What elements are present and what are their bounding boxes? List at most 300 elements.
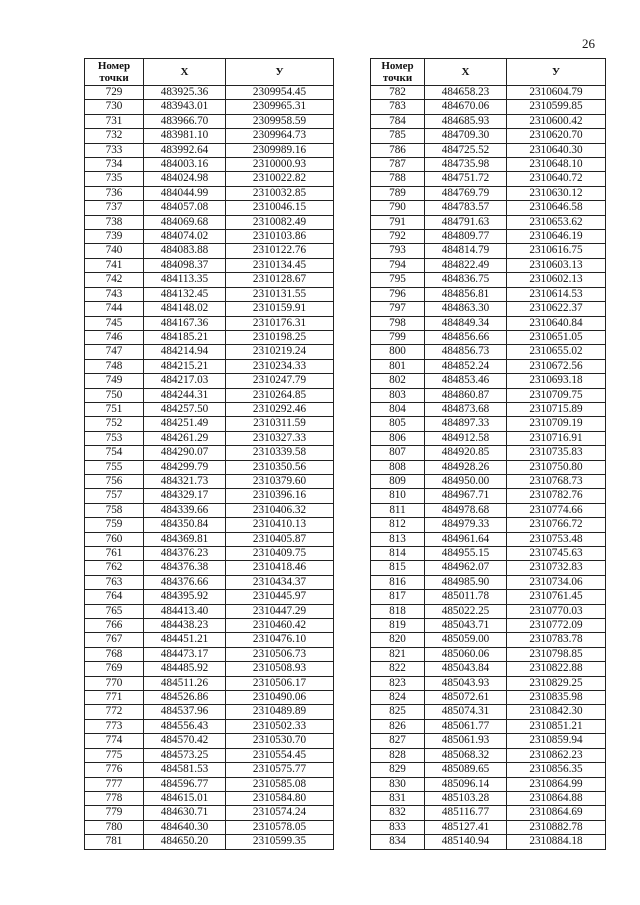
cell-x: 484376.38 (144, 561, 226, 575)
cell-y: 2310822.88 (507, 662, 606, 676)
table-row (85, 172, 334, 186)
cell-point-number: 817 (371, 590, 425, 604)
cell-y: 2310614.53 (507, 287, 606, 301)
cell-point-number: 751 (85, 402, 144, 416)
cell-x: 484658.23 (425, 86, 507, 100)
cell-y: 2310774.66 (507, 503, 606, 517)
cell-point-number: 759 (85, 518, 144, 532)
cell-x: 485022.25 (425, 604, 507, 618)
cell-y: 2310445.97 (226, 590, 334, 604)
cell-y: 2310575.77 (226, 763, 334, 777)
cell-x: 484978.68 (425, 503, 507, 517)
cell-y: 2310046.15 (226, 201, 334, 215)
cell-y: 2310709.75 (507, 388, 606, 402)
table-row (85, 316, 334, 330)
cell-point-number: 798 (371, 316, 425, 330)
cell-y: 2310584.80 (226, 791, 334, 805)
cell-y: 2310574.24 (226, 806, 334, 820)
cell-y: 2310783.78 (507, 633, 606, 647)
cell-x: 484581.53 (144, 763, 226, 777)
cell-x: 484979.33 (425, 518, 507, 532)
table-row (85, 474, 334, 488)
cell-point-number: 828 (371, 748, 425, 762)
cell-x: 483981.10 (144, 129, 226, 143)
cell-x: 485060.06 (425, 647, 507, 661)
cell-x: 484526.86 (144, 691, 226, 705)
cell-x: 484376.66 (144, 575, 226, 589)
cell-x: 484856.66 (425, 330, 507, 344)
table-row (85, 374, 334, 388)
table-row (85, 388, 334, 402)
cell-y: 2310864.88 (507, 791, 606, 805)
cell-x: 484395.92 (144, 590, 226, 604)
cell-x: 483943.01 (144, 100, 226, 114)
cell-x: 484791.63 (425, 215, 507, 229)
cell-point-number: 752 (85, 417, 144, 431)
cell-x: 484897.33 (425, 417, 507, 431)
cell-y: 2310829.25 (507, 676, 606, 690)
cell-x: 485043.93 (425, 676, 507, 690)
cell-y: 2309958.59 (226, 114, 334, 128)
cell-x: 484596.77 (144, 777, 226, 791)
table-row (85, 719, 334, 733)
cell-point-number: 738 (85, 215, 144, 229)
cell-x: 484751.72 (425, 172, 507, 186)
cell-x: 484615.01 (144, 791, 226, 805)
cell-y: 2310131.55 (226, 287, 334, 301)
cell-y: 2310234.33 (226, 359, 334, 373)
table-row (85, 460, 334, 474)
table-row (85, 244, 334, 258)
cell-point-number: 744 (85, 302, 144, 316)
cell-point-number: 799 (371, 330, 425, 344)
cell-point-number: 784 (371, 114, 425, 128)
cell-x: 484069.68 (144, 215, 226, 229)
table-row (371, 201, 606, 215)
cell-point-number: 748 (85, 359, 144, 373)
cell-point-number: 732 (85, 129, 144, 143)
cell-point-number: 785 (371, 129, 425, 143)
cell-x: 484257.50 (144, 402, 226, 416)
cell-point-number: 823 (371, 676, 425, 690)
cell-point-number: 809 (371, 474, 425, 488)
header-x: X (144, 59, 226, 86)
table-row (371, 431, 606, 445)
cell-x: 484214.94 (144, 345, 226, 359)
cell-x: 485059.00 (425, 633, 507, 647)
cell-y: 2310603.13 (507, 258, 606, 272)
cell-point-number: 786 (371, 143, 425, 157)
cell-point-number: 782 (371, 86, 425, 100)
cell-y: 2310134.45 (226, 258, 334, 272)
cell-x: 484685.93 (425, 114, 507, 128)
table-row (371, 273, 606, 287)
cell-point-number: 795 (371, 273, 425, 287)
cell-y: 2310502.33 (226, 719, 334, 733)
table-row (371, 619, 606, 633)
cell-point-number: 743 (85, 287, 144, 301)
cell-point-number: 741 (85, 258, 144, 272)
cell-y: 2310418.46 (226, 561, 334, 575)
cell-point-number: 796 (371, 287, 425, 301)
cell-x: 485089.65 (425, 763, 507, 777)
cell-point-number: 818 (371, 604, 425, 618)
cell-y: 2310128.67 (226, 273, 334, 287)
table-row (85, 734, 334, 748)
table-row (371, 345, 606, 359)
cell-point-number: 812 (371, 518, 425, 532)
cell-x: 485068.32 (425, 748, 507, 762)
cell-x: 484950.00 (425, 474, 507, 488)
cell-point-number: 821 (371, 647, 425, 661)
cell-y: 2310350.56 (226, 460, 334, 474)
cell-point-number: 781 (85, 835, 144, 849)
table-row (85, 763, 334, 777)
table-row (371, 258, 606, 272)
cell-x: 484670.06 (425, 100, 507, 114)
table-row (371, 215, 606, 229)
table-row (85, 158, 334, 172)
cell-y: 2310772.09 (507, 619, 606, 633)
table-row (85, 561, 334, 575)
cell-y: 2310622.37 (507, 302, 606, 316)
cell-y: 2310856.35 (507, 763, 606, 777)
cell-point-number: 763 (85, 575, 144, 589)
cell-y: 2310709.19 (507, 417, 606, 431)
table-row (371, 691, 606, 705)
table-row (371, 388, 606, 402)
cell-y: 2310159.91 (226, 302, 334, 316)
cell-x: 484836.75 (425, 273, 507, 287)
cell-x: 484148.02 (144, 302, 226, 316)
cell-y: 2310599.35 (226, 835, 334, 849)
cell-y: 2310882.78 (507, 820, 606, 834)
cell-y: 2310406.32 (226, 503, 334, 517)
cell-x: 485043.71 (425, 619, 507, 633)
table-row (85, 100, 334, 114)
cell-x: 484967.71 (425, 489, 507, 503)
cell-x: 484215.21 (144, 359, 226, 373)
cell-y: 2310798.85 (507, 647, 606, 661)
cell-y: 2310842.30 (507, 705, 606, 719)
table-row (371, 446, 606, 460)
cell-point-number: 770 (85, 676, 144, 690)
table-row (371, 705, 606, 719)
cell-x: 484856.73 (425, 345, 507, 359)
cell-point-number: 764 (85, 590, 144, 604)
cell-y: 2310490.06 (226, 691, 334, 705)
cell-x: 484074.02 (144, 230, 226, 244)
table-row (371, 158, 606, 172)
table-header-row (371, 59, 606, 86)
table-row (371, 186, 606, 200)
table-row (371, 330, 606, 344)
cell-y: 2310530.70 (226, 734, 334, 748)
table-row (85, 287, 334, 301)
table-row (85, 575, 334, 589)
cell-y: 2310859.94 (507, 734, 606, 748)
cell-point-number: 740 (85, 244, 144, 258)
table-row (371, 474, 606, 488)
cell-point-number: 805 (371, 417, 425, 431)
cell-y: 2310032.85 (226, 186, 334, 200)
cell-x: 484244.31 (144, 388, 226, 402)
cell-point-number: 802 (371, 374, 425, 388)
cell-point-number: 807 (371, 446, 425, 460)
cell-x: 484873.68 (425, 402, 507, 416)
cell-x: 484299.79 (144, 460, 226, 474)
cell-point-number: 769 (85, 662, 144, 676)
cell-point-number: 788 (371, 172, 425, 186)
cell-x: 484650.20 (144, 835, 226, 849)
cell-y: 2310734.06 (507, 575, 606, 589)
cell-x: 484709.30 (425, 129, 507, 143)
table-row (371, 374, 606, 388)
table-row (371, 777, 606, 791)
cell-point-number: 827 (371, 734, 425, 748)
table-row (371, 676, 606, 690)
table-row (85, 604, 334, 618)
table-row (85, 446, 334, 460)
table-row (371, 835, 606, 849)
cell-point-number: 773 (85, 719, 144, 733)
cell-y: 2310761.45 (507, 590, 606, 604)
cell-x: 484556.43 (144, 719, 226, 733)
cell-x: 484024.98 (144, 172, 226, 186)
coordinates-table-right (370, 58, 606, 850)
cell-y: 2310770.03 (507, 604, 606, 618)
cell-point-number: 749 (85, 374, 144, 388)
cell-point-number: 780 (85, 820, 144, 834)
cell-x: 485043.84 (425, 662, 507, 676)
table-row (85, 143, 334, 157)
cell-point-number: 742 (85, 273, 144, 287)
cell-y: 2310745.63 (507, 547, 606, 561)
table-row (85, 820, 334, 834)
cell-point-number: 825 (371, 705, 425, 719)
cell-point-number: 768 (85, 647, 144, 661)
cell-x: 485096.14 (425, 777, 507, 791)
cell-point-number: 767 (85, 633, 144, 647)
table-row (371, 417, 606, 431)
cell-x: 485072.61 (425, 691, 507, 705)
cell-y: 2310506.73 (226, 647, 334, 661)
table-row (371, 763, 606, 777)
cell-point-number: 765 (85, 604, 144, 618)
table-row (85, 114, 334, 128)
cell-x: 484849.34 (425, 316, 507, 330)
table-row (371, 590, 606, 604)
table-row (371, 532, 606, 546)
cell-x: 484511.26 (144, 676, 226, 690)
cell-y: 2310646.58 (507, 201, 606, 215)
cell-x: 483925.36 (144, 86, 226, 100)
table-row (371, 244, 606, 258)
table-row (85, 619, 334, 633)
cell-point-number: 745 (85, 316, 144, 330)
cell-y: 2310122.76 (226, 244, 334, 258)
cell-point-number: 816 (371, 575, 425, 589)
cell-x: 484339.66 (144, 503, 226, 517)
cell-y: 2309954.45 (226, 86, 334, 100)
cell-x: 484185.21 (144, 330, 226, 344)
table-row (371, 604, 606, 618)
cell-y: 2310410.13 (226, 518, 334, 532)
cell-point-number: 777 (85, 777, 144, 791)
header-y: У (226, 59, 334, 86)
cell-y: 2310600.42 (507, 114, 606, 128)
table-row (85, 345, 334, 359)
table-row (371, 302, 606, 316)
cell-x: 484920.85 (425, 446, 507, 460)
cell-point-number: 808 (371, 460, 425, 474)
table-row (371, 172, 606, 186)
table-row (85, 590, 334, 604)
cell-x: 484376.23 (144, 547, 226, 561)
cell-x: 484473.17 (144, 647, 226, 661)
cell-point-number: 820 (371, 633, 425, 647)
cell-y: 2310103.86 (226, 230, 334, 244)
table-row (85, 791, 334, 805)
cell-point-number: 783 (371, 100, 425, 114)
cell-point-number: 755 (85, 460, 144, 474)
cell-y: 2310585.08 (226, 777, 334, 791)
table-row (371, 86, 606, 100)
cell-x: 485074.31 (425, 705, 507, 719)
cell-point-number: 772 (85, 705, 144, 719)
cell-point-number: 811 (371, 503, 425, 517)
cell-point-number: 822 (371, 662, 425, 676)
cell-point-number: 834 (371, 835, 425, 849)
cell-point-number: 797 (371, 302, 425, 316)
cell-y: 2310768.73 (507, 474, 606, 488)
table-row (85, 201, 334, 215)
table-row (85, 330, 334, 344)
header-y: У (507, 59, 606, 86)
cell-x: 484329.17 (144, 489, 226, 503)
cell-point-number: 789 (371, 186, 425, 200)
cell-x: 484852.24 (425, 359, 507, 373)
table-row (85, 835, 334, 849)
cell-y: 2310766.72 (507, 518, 606, 532)
cell-point-number: 832 (371, 806, 425, 820)
cell-x: 484132.45 (144, 287, 226, 301)
table-row (85, 215, 334, 229)
cell-y: 2310653.62 (507, 215, 606, 229)
cell-x: 484451.21 (144, 633, 226, 647)
table-row (371, 547, 606, 561)
cell-y: 2310578.05 (226, 820, 334, 834)
cell-point-number: 762 (85, 561, 144, 575)
cell-x: 484413.40 (144, 604, 226, 618)
table-row (85, 431, 334, 445)
cell-y: 2310716.91 (507, 431, 606, 445)
cell-point-number: 739 (85, 230, 144, 244)
table-row (85, 129, 334, 143)
cell-x: 484537.96 (144, 705, 226, 719)
cell-x: 484912.58 (425, 431, 507, 445)
cell-y: 2310599.85 (507, 100, 606, 114)
cell-y: 2310851.21 (507, 719, 606, 733)
table-row (371, 402, 606, 416)
cell-point-number: 793 (371, 244, 425, 258)
cell-point-number: 829 (371, 763, 425, 777)
table-row (85, 691, 334, 705)
cell-point-number: 774 (85, 734, 144, 748)
cell-x: 484350.84 (144, 518, 226, 532)
cell-y: 2310884.18 (507, 835, 606, 849)
cell-point-number: 734 (85, 158, 144, 172)
cell-x: 484856.81 (425, 287, 507, 301)
cell-y: 2310646.19 (507, 230, 606, 244)
cell-point-number: 804 (371, 402, 425, 416)
table-row (85, 547, 334, 561)
cell-y: 2310750.80 (507, 460, 606, 474)
cell-y: 2310460.42 (226, 619, 334, 633)
cell-y: 2310604.79 (507, 86, 606, 100)
cell-y: 2309964.73 (226, 129, 334, 143)
cell-y: 2310835.98 (507, 691, 606, 705)
coordinates-table-left (84, 58, 334, 850)
cell-point-number: 733 (85, 143, 144, 157)
cell-point-number: 737 (85, 201, 144, 215)
cell-y: 2310864.69 (507, 806, 606, 820)
cell-x: 483992.64 (144, 143, 226, 157)
cell-y: 2310640.30 (507, 143, 606, 157)
table-row (371, 230, 606, 244)
cell-x: 484783.57 (425, 201, 507, 215)
cell-x: 484369.81 (144, 532, 226, 546)
cell-point-number: 731 (85, 114, 144, 128)
cell-y: 2310082.49 (226, 215, 334, 229)
cell-x: 484814.79 (425, 244, 507, 258)
table-row (85, 302, 334, 316)
table-row (371, 287, 606, 301)
cell-point-number: 826 (371, 719, 425, 733)
table-row (371, 806, 606, 820)
cell-x: 484217.03 (144, 374, 226, 388)
table-row (85, 777, 334, 791)
cell-point-number: 813 (371, 532, 425, 546)
cell-x: 484640.30 (144, 820, 226, 834)
cell-y: 2310554.45 (226, 748, 334, 762)
cell-y: 2310782.76 (507, 489, 606, 503)
cell-x: 485061.93 (425, 734, 507, 748)
cell-point-number: 761 (85, 547, 144, 561)
table-row (85, 532, 334, 546)
cell-x: 485011.78 (425, 590, 507, 604)
cell-y: 2310640.72 (507, 172, 606, 186)
cell-y: 2310176.31 (226, 316, 334, 330)
cell-x: 485103.28 (425, 791, 507, 805)
cell-y: 2310620.70 (507, 129, 606, 143)
cell-x: 484769.79 (425, 186, 507, 200)
header-x: X (425, 59, 507, 86)
cell-x: 484809.77 (425, 230, 507, 244)
cell-y: 2310655.02 (507, 345, 606, 359)
table-row (85, 748, 334, 762)
cell-point-number: 779 (85, 806, 144, 820)
cell-x: 484985.90 (425, 575, 507, 589)
cell-y: 2310672.56 (507, 359, 606, 373)
cell-x: 484735.98 (425, 158, 507, 172)
cell-point-number: 736 (85, 186, 144, 200)
table-row (85, 633, 334, 647)
cell-y: 2310693.18 (507, 374, 606, 388)
cell-x: 484822.49 (425, 258, 507, 272)
table-row (371, 143, 606, 157)
table-row (371, 316, 606, 330)
